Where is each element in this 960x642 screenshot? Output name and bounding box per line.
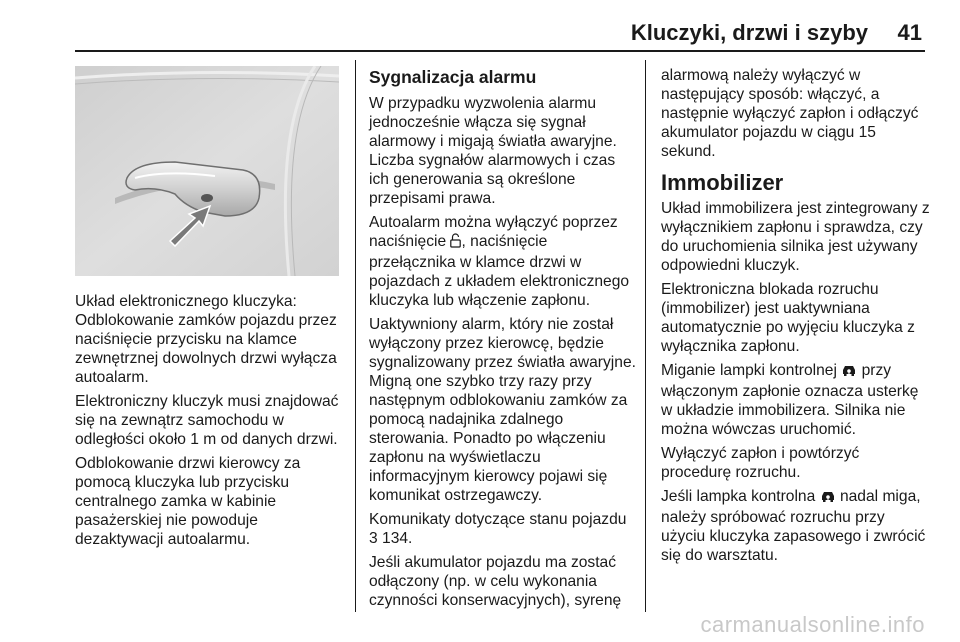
header-rule [75, 50, 925, 52]
text-segment: Jeśli lampka kontrolna [661, 488, 820, 505]
page-reference: 134. [377, 530, 413, 547]
paragraph [369, 213, 637, 310]
paragraph: Jeśli akumulator pojazdu ma zostać odłączony (np. w celu wykonania czynności konserwacyjnych), syrenę [369, 554, 622, 609]
paragraph [661, 487, 931, 565]
paragraph: Odblokowanie drzwi kierowcy za pomocą kluczyka lub przycisku centralnego zamka w kabinie pasażerskiej nie powoduje dezaktywacji autoalarmu. [75, 455, 301, 548]
paragraph: W przypadku wyzwolenia alarmu jednocześnie włącza się sygnał alarmowy i migają światła awaryjne. Liczba sygnałów alarmowych i czas ich generowania są określone przepisami prawa. [369, 95, 617, 207]
paragraph: alarmową należy wyłączyć w następujący sposób: włączyć, a następnie wyłączyć zapłon i odłączyć akumulator pojazdu w ciągu 15 sekund. [661, 67, 919, 160]
text-segment: Miganie lampki kontrolnej [661, 362, 842, 379]
paragraph: Uaktywniony alarm, który nie został wyłączony przez kierowcę, będzie sygnalizowany przez światła awaryjne. Migną one szybko trzy razy przy następnym odblokowaniu zamków za pomocą nadajnika zdalnego sterowania. Ponadto po włączeniu zapłonu na wyświetlaczu informacyjnym kierowcy pojawi się komunikat ostrzegawczy. [369, 316, 636, 504]
column-2 [369, 66, 637, 615]
column-divider-2 [645, 60, 646, 612]
paragraph: Elektroniczny kluczyk musi znajdować się na zewnątrz samochodu w odległości około 1 m od danych drzwi. [75, 393, 339, 448]
text-segment: Komunikaty dotyczące stanu pojazdu [369, 511, 627, 528]
column-1 [75, 292, 345, 554]
paragraph: Wyłączyć zapłon i powtórzyć procedurę rozruchu. [661, 445, 860, 481]
section-heading-immobilizer: Immobilizer [661, 170, 784, 195]
column-3 [661, 66, 931, 570]
padlock-unlock-icon [450, 233, 461, 253]
paragraph [661, 361, 931, 439]
paragraph [369, 510, 637, 548]
watermark: carmanualsonline.info [700, 612, 925, 637]
door-handle-illustration [75, 66, 339, 276]
text-segment: , naciśnięcie przełącznika w klamce drzwi w pojazdach z układem elektronicznego kluczyka lub włączenie zapłonu. [369, 233, 630, 309]
page-header-title: Kluczyki, drzwi i szyby [630, 20, 868, 45]
car-key-warning-icon [820, 489, 836, 508]
figure-caption: Układ elektronicznego kluczyka: Odblokowanie zamków pojazdu przez naciśnięcie przycisku na klamce zewnętrznej dowolnych drzwi wyłącza autoalarm. [75, 293, 337, 386]
page-number: 41 [897, 20, 922, 45]
section-heading-alarm: Sygnalizacja alarmu [369, 67, 537, 87]
text-segment: nadal miga, należy spróbować rozruchu przy użyciu kluczyka zapasowego i zwrócić się do warsztatu. [661, 488, 926, 564]
column-divider-1 [355, 60, 356, 612]
text-segment: Autoalarm można wyłączyć poprzez naciśnięcie [369, 214, 618, 250]
text-segment: przy włączonym zapłonie oznacza usterkę w układzie immobilizera. Silnika nie można wówczas uruchomić. [661, 362, 919, 438]
paragraph: Elektroniczna blokada rozruchu (immobilizer) jest uaktywniana automatycznie po wyjęciu kluczyka z wyłącznika zapłonu. [661, 281, 915, 355]
paragraph: Układ immobilizera jest zintegrowany z wyłącznikiem zapłonu i sprawdza, czy do uruchomienia silnika jest używany odpowiedni kluczyk. [661, 200, 930, 274]
page-reference-icon: 3 [369, 530, 378, 547]
car-key-warning-icon [841, 363, 857, 382]
